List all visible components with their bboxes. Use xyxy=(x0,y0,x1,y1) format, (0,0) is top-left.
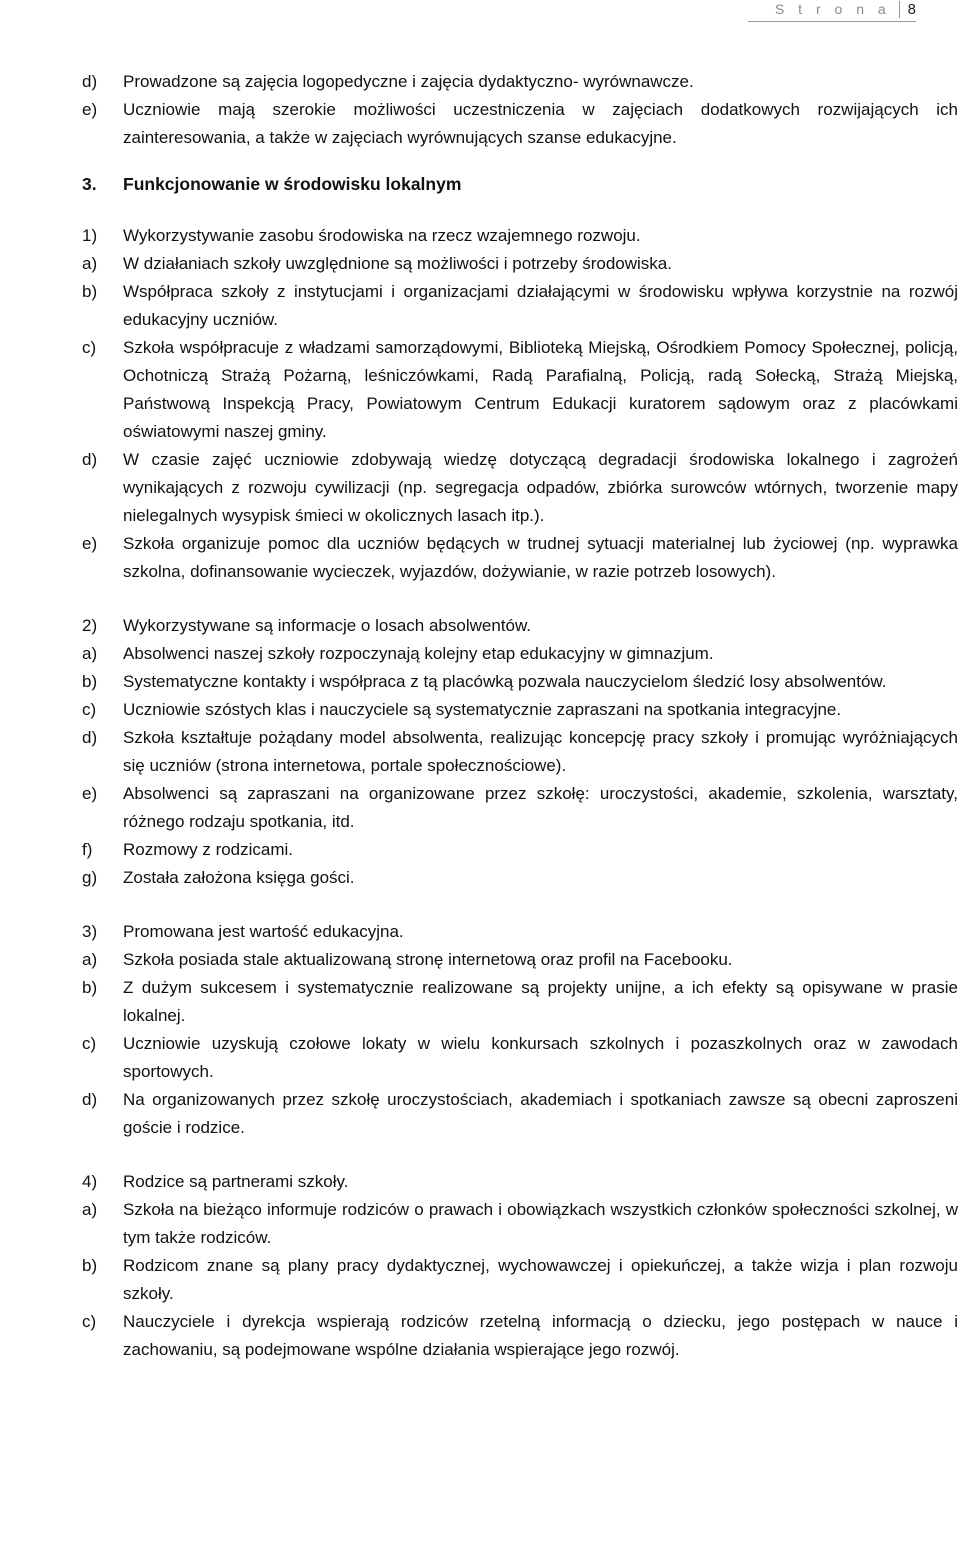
list-item-label: c) xyxy=(82,700,97,719)
list-item-label: c) xyxy=(82,338,97,357)
list-group xyxy=(82,612,958,892)
list-item-text: Uczniowie uzyskują czołowe lokaty w wielu konkursach szkolnych i pozaszkolnych oraz w zawodach sportowych. xyxy=(123,1034,958,1081)
list-item-label: a) xyxy=(82,1200,98,1219)
list-item-text: W czasie zajęć uczniowie zdobywają wiedzę dotyczącą degradacji środowiska lokalnego i zagrożeń wynikających z rozwoju cywilizacji (np. segregacja odpadów, zbiórka surowców wtórnych, tworzenie mapy nielegalnych wysypisk śmieci w okolicznych lasach itp.). xyxy=(123,450,958,525)
list-item xyxy=(82,530,958,586)
list-item-text: Uczniowie szóstych klas i nauczyciele są systematycznie zapraszani na spotkania integracyjne. xyxy=(123,700,842,719)
list-item-text: Wykorzystywanie zasobu środowiska na rzecz wzajemnego rozwoju. xyxy=(123,226,641,245)
list-item-text: Wykorzystywane są informacje o losach absolwentów. xyxy=(123,616,532,635)
list-item-label: g) xyxy=(82,868,98,887)
list-item xyxy=(82,446,958,530)
list-item xyxy=(82,250,958,278)
list-item-label: a) xyxy=(82,950,98,969)
list-item xyxy=(82,612,958,640)
list-item-text: W działaniach szkoły uwzględnione są możliwości i potrzeby środowiska. xyxy=(123,254,672,273)
section-heading xyxy=(82,170,958,198)
list-item-text: Szkoła współpracuje z władzami samorządowymi, Biblioteką Miejską, Ośrodkiem Pomocy Społecznej, policją, Ochotniczą Strażą Pożarną, leśniczówkami, Radą Parafialną, Policją, radą Sołecką, Strażą Miejską, Państwową Inspekcją Pracy, Powiatowym Centrum Edukacji kuratorem sądowym oraz z placówkami oświatowymi naszej gminy. xyxy=(123,338,958,441)
list-item-text: Absolwenci są zapraszani na organizowane przez szkołę: uroczystości, akademie, szkolenia, warsztaty, różnego rodzaju spotkania, itd. xyxy=(123,784,958,831)
group-spacer xyxy=(82,892,958,918)
list-item-text: Rodzicom znane są plany pracy dydaktycznej, wychowawczej i opiekuńczej, a także wizja i plan rozwoju szkoły. xyxy=(123,1256,958,1303)
list-item-label: a) xyxy=(82,254,98,273)
list-item-text: Została założona księga gości. xyxy=(123,868,355,887)
list-item xyxy=(82,1168,958,1196)
list-item xyxy=(82,1308,958,1364)
header-rule xyxy=(748,21,916,22)
list-item xyxy=(82,222,958,250)
list-group xyxy=(82,1168,958,1364)
list-item-text: Szkoła kształtuje pożądany model absolwenta, realizując koncepcję pracy szkoły i promując wyróżniających się uczniów (strona internetowa, portale społecznościowe). xyxy=(123,728,958,775)
list-item-text: Z dużym sukcesem i systematycznie realizowane są projekty unijne, a ich efekty są opisywane w prasie lokalnej. xyxy=(123,978,958,1025)
list-item-label: e) xyxy=(82,534,98,553)
page-number: 8 xyxy=(899,1,916,18)
list-item-text: Szkoła organizuje pomoc dla uczniów będących w trudnej sytuacji materialnej lub życiowej (np. wyprawka szkolna, dofinansowanie wycieczek, wyjazdów, dożywianie, w razie potrzeb losowych). xyxy=(123,534,958,581)
list-item-label: 1) xyxy=(82,226,98,245)
list-item-label: b) xyxy=(82,978,98,997)
list-item-label: 3) xyxy=(82,922,98,941)
list-item xyxy=(82,96,958,152)
list-item-text: Nauczyciele i dyrekcja wspierają rodziców rzetelną informacją o dziecku, jego postępach w nauce i zachowaniu, są podejmowane wspólne działania wspierające jego rozwój. xyxy=(123,1312,958,1359)
list-item xyxy=(82,668,958,696)
page-header-label: S t r o n a xyxy=(774,1,891,17)
list-group xyxy=(82,222,958,586)
list-item xyxy=(82,864,958,892)
list-item-label: b) xyxy=(82,282,98,301)
list-item xyxy=(82,1030,958,1086)
list-item-text: Absolwenci naszej szkoły rozpoczynają kolejny etap edukacyjny w gimnazjum. xyxy=(123,644,714,663)
list-item-label: 2) xyxy=(82,616,98,635)
list-item-label: b) xyxy=(82,672,98,691)
list-item-text: Współpraca szkoły z instytucjami i organizacjami działającymi w środowisku wpływa korzystnie na rozwój edukacyjny uczniów. xyxy=(123,282,958,329)
list-group xyxy=(82,918,958,1142)
list-item-label: 4) xyxy=(82,1172,98,1191)
section-title: Funkcjonowanie w środowisku lokalnym xyxy=(123,174,462,194)
section-content xyxy=(82,222,958,1364)
list-item xyxy=(82,1252,958,1308)
list-item-label: b) xyxy=(82,1256,98,1275)
list-item-label: e) xyxy=(82,784,98,803)
list-item xyxy=(82,918,958,946)
list-item-text: Na organizowanych przez szkołę uroczystościach, akademiach i spotkaniach zawsze są obecni zaproszeni goście i rodzice. xyxy=(123,1090,958,1137)
list-item-label: c) xyxy=(82,1034,97,1053)
list-item xyxy=(82,334,958,446)
list-item-label: f) xyxy=(82,840,93,859)
list-item-text: Promowana jest wartość edukacyjna. xyxy=(123,922,404,941)
list-item xyxy=(82,640,958,668)
list-item-text: Szkoła posiada stale aktualizowaną stronę internetową oraz profil na Facebooku. xyxy=(123,950,733,969)
group-spacer xyxy=(82,1142,958,1168)
list-item-text: Prowadzone są zajęcia logopedyczne i zajęcia dydaktyczno- wyrównawcze. xyxy=(123,72,694,91)
list-item xyxy=(82,278,958,334)
group-spacer xyxy=(82,586,958,612)
list-item-text: Systematyczne kontakty i współpraca z tą placówką pozwala nauczycielom śledzić losy absolwentów. xyxy=(123,672,887,691)
list-item-label: a) xyxy=(82,644,98,663)
list-item-text: Uczniowie mają szerokie możliwości uczestniczenia w zajęciach dodatkowych rozwijających ich zainteresowania, a także w zajęciach wyrównujących szanse edukacyjne. xyxy=(123,100,958,147)
list-item-text: Rozmowy z rodzicami. xyxy=(123,840,294,859)
list-item-label: d) xyxy=(82,728,98,747)
list-item xyxy=(82,1196,958,1252)
list-item xyxy=(82,696,958,724)
list-item-label: c) xyxy=(82,1312,97,1331)
list-item-label: e) xyxy=(82,100,98,119)
list-item xyxy=(82,780,958,836)
list-item xyxy=(82,836,958,864)
list-item-text: Szkoła na bieżąco informuje rodziców o prawach i obowiązkach wszystkich członków społeczności szkolnej, w tym także rodziców. xyxy=(123,1200,958,1247)
list-item-label: d) xyxy=(82,1090,98,1109)
list-item-text: Rodzice są partnerami szkoły. xyxy=(123,1172,349,1191)
list-item-label: d) xyxy=(82,72,98,91)
list-item xyxy=(82,974,958,1030)
list-item xyxy=(82,68,958,96)
section-number: 3. xyxy=(82,174,97,194)
list-item xyxy=(82,1086,958,1142)
document-body xyxy=(82,68,958,1364)
list-item-label: d) xyxy=(82,450,98,469)
intro-list xyxy=(82,68,958,152)
list-item xyxy=(82,724,958,780)
list-item xyxy=(82,946,958,974)
page-header xyxy=(775,0,916,18)
